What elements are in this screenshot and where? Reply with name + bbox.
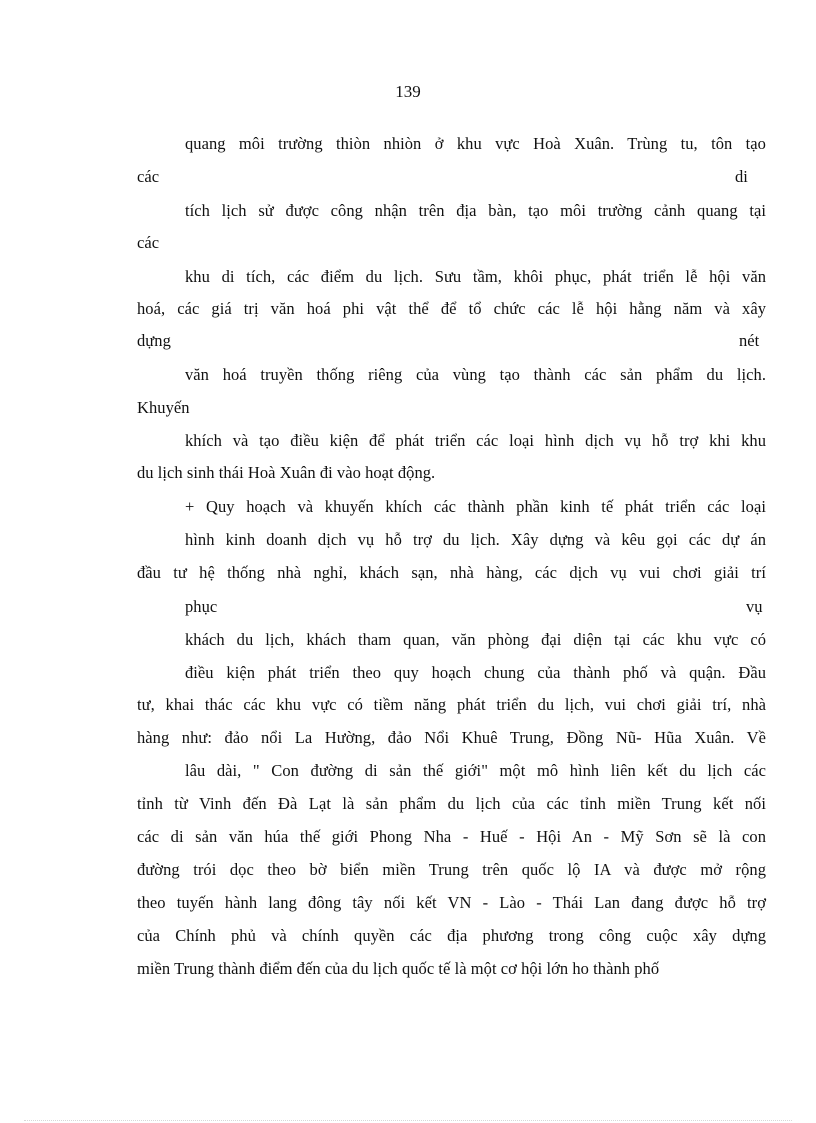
text-line: các	[137, 167, 160, 186]
text-line: tư, khai thác các khu vực có tiềm năng phát triển du lịch, vui chơi giải trí, nhà	[137, 695, 766, 714]
text-line: theo tuyến hành lang đông tây nối kết VN - Lào - Thái Lan đang được hỗ trợ	[137, 893, 766, 912]
text-line: đường trói dọc theo bờ biển miền Trung trên quốc lộ IA và được mở rộng	[137, 860, 766, 879]
page-number: 139	[395, 82, 421, 101]
text-line: khách du lịch, khách tham quan, văn phòng đại diện tại các khu vực có	[185, 630, 766, 649]
text-line: điều kiện phát triển theo quy hoạch chung của thành phố và quận. Đầu	[185, 663, 766, 682]
text-line: khu di tích, các điểm du lịch. Sưu tầm, khôi phục, phát triển lễ hội văn	[185, 267, 766, 286]
text-line: dựng	[137, 331, 171, 350]
text-line: miền Trung thành điểm đến của du lịch quốc tế là một cơ hội lớn ho thành phố	[137, 959, 660, 978]
text-line: văn hoá truyền thống riêng của vùng tạo thành các sản phẩm du lịch.	[185, 365, 766, 384]
text-line: khích và tạo điều kiện để phát triển các loại hình dịch vụ hỗ trợ khi khu	[185, 431, 766, 450]
text-line: tỉnh từ Vinh đến Đà Lạt là sản phẩm du lịch của các tỉnh miền Trung kết nối	[137, 794, 766, 813]
text-line: hàng như: đảo nổi La Hường, đảo Nổi Khuê Trung, Đồng Nũ- Hũa Xuân. Về	[137, 728, 766, 747]
text-line: quang môi trường thiòn nhiòn ở khu vực Hoà Xuân. Trùng tu, tôn tạo	[185, 134, 766, 153]
text-line: của Chính phủ và chính quyền các địa phương trong công cuộc xây dựng	[137, 926, 766, 945]
text-line: lâu dài, " Con đường di sản thế giới" một mô hình liên kết du lịch các	[185, 761, 766, 780]
text-line: hình kinh doanh dịch vụ hỗ trợ du lịch. Xây dựng và kêu gọi các dự án	[185, 530, 766, 549]
text-line: các di sản văn húa thế giới Phong Nha - Huế - Hội An - Mỹ Sơn sẽ là con	[137, 827, 766, 846]
text-line: di	[735, 167, 748, 186]
text-line: + Quy hoạch và khuyến khích các thành phần kinh tế phát triển các loại	[185, 497, 766, 516]
text-line: vụ	[746, 597, 763, 616]
page-bottom-divider	[24, 1120, 792, 1121]
text-line: phục	[185, 597, 218, 616]
text-line: đầu tư hệ thống nhà nghỉ, khách sạn, nhà hàng, các dịch vụ vui chơi giải trí	[137, 563, 766, 582]
text-line: tích lịch sử được công nhận trên địa bàn, tạo môi trường cảnh quang tại	[185, 201, 766, 220]
text-line: các	[137, 233, 160, 252]
text-line: Khuyến	[137, 398, 190, 417]
text-line: nét	[739, 331, 760, 350]
text-line: du lịch sinh thái Hoà Xuân đi vào hoạt động.	[137, 463, 436, 482]
text-line: hoá, các giá trị văn hoá phi vật thể để tổ chức các lễ hội hằng năm và xây	[137, 299, 766, 318]
